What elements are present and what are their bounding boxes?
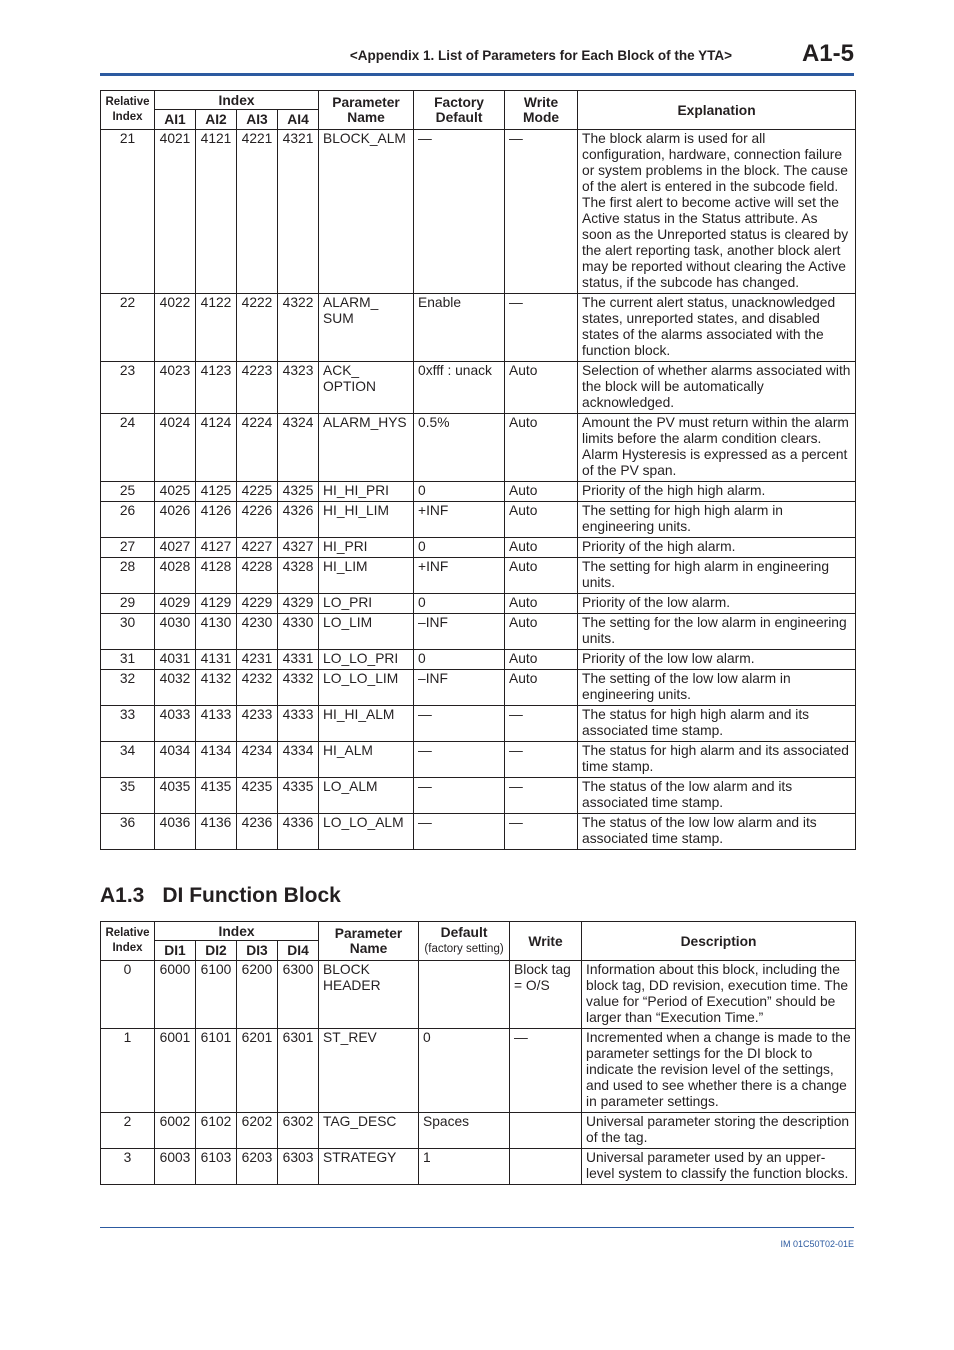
cell-index-3: 4231 [237,650,278,670]
cell-write: Auto [505,558,578,594]
cell-relative-index: 25 [101,482,155,502]
ai-parameter-table [100,90,856,850]
cell-index-2: 6101 [196,1029,237,1113]
table-row [101,614,856,650]
cell-index-3: 4225 [237,482,278,502]
cell-write: Auto [505,362,578,414]
cell-index-1: 4032 [155,670,196,706]
cell-parameter-name: HI_HI_LIM [319,502,414,538]
cell-default: 0 [414,538,505,558]
cell-parameter-name: HI_HI_ALM [319,706,414,742]
table-row [101,650,856,670]
cell-index-2: 4134 [196,742,237,778]
cell-parameter-name: HI_HI_PRI [319,482,414,502]
cell-write: — [505,130,578,294]
cell-index-4: 4333 [278,706,319,742]
cell-explanation: The block alarm is used for all configuration, hardware, connection failure or system problems in the block. The cause of the alert is entered in the subcode field. The first alert to become active will set the Active status in the Status attribute. As soon as the Unreported status is cleared by the alert reporting task, another block alert may be reported without clearing the Active status, if the subcode has changed. [578,130,856,294]
col-description: Description [582,922,856,961]
cell-parameter-name: LO_ALM [319,778,414,814]
cell-relative-index: 23 [101,362,155,414]
table-row [101,594,856,614]
document-id: IM 01C50T02-01E [780,1239,854,1249]
cell-index-3: 6200 [237,961,278,1029]
cell-default: 0 [414,594,505,614]
cell-index-1: 4022 [155,294,196,362]
cell-default: +INF [414,502,505,538]
page-number: A1-5 [801,40,854,67]
cell-index-2: 4135 [196,778,237,814]
cell-explanation: The status for high alarm and its associated time stamp. [578,742,856,778]
cell-explanation: Priority of the low alarm. [578,594,856,614]
cell-index-3: 4222 [237,294,278,362]
cell-index-4: 4332 [278,670,319,706]
cell-explanation: Amount the PV must return within the alarm limits before the alarm condition clears. Alarm Hysteresis is expressed as a percent of the PV span. [578,414,856,482]
table-row [101,414,856,482]
cell-write: — [505,778,578,814]
cell-explanation: The current alert status, unacknowledged states, unreported states, and disabled states of the alarms associated with the function block. [578,294,856,362]
cell-parameter-name: HI_PRI [319,538,414,558]
cell-default: 0.5% [414,414,505,482]
cell-relative-index: 0 [101,961,155,1029]
table-row [101,558,856,594]
cell-index-2: 4136 [196,814,237,850]
cell-parameter-name: TAG_DESC [319,1113,419,1149]
cell-default: Enable [414,294,505,362]
cell-index-4: 4329 [278,594,319,614]
cell-index-4: 4323 [278,362,319,414]
cell-explanation: Priority of the high alarm. [578,538,856,558]
cell-index-4: 4331 [278,650,319,670]
table-row [101,130,856,294]
cell-index-2: 4124 [196,414,237,482]
col-di2: DI2 [196,941,237,961]
cell-index-1: 4036 [155,814,196,850]
cell-explanation: The setting of the low low alarm in engineering units. [578,670,856,706]
col-parameter-name: Parameter Name [319,91,414,130]
col-index: Index [155,922,319,941]
cell-index-4: 4336 [278,814,319,850]
col-di1: DI1 [155,941,196,961]
cell-relative-index: 28 [101,558,155,594]
cell-write: — [505,814,578,850]
col-index: Index [155,91,319,110]
cell-default [419,961,510,1029]
col-ai3: AI3 [237,110,278,130]
cell-index-1: 6000 [155,961,196,1029]
cell-default: –INF [414,670,505,706]
cell-explanation: The status of the low low alarm and its associated time stamp. [578,814,856,850]
cell-parameter-name: ST_REV [319,1029,419,1113]
cell-index-1: 4021 [155,130,196,294]
cell-index-1: 4028 [155,558,196,594]
cell-default: — [414,814,505,850]
cell-index-2: 4133 [196,706,237,742]
cell-index-1: 4033 [155,706,196,742]
table-row [101,742,856,778]
cell-parameter-name: LO_LO_LIM [319,670,414,706]
cell-index-4: 6300 [278,961,319,1029]
cell-index-3: 4234 [237,742,278,778]
cell-relative-index: 36 [101,814,155,850]
cell-index-3: 4235 [237,778,278,814]
cell-default: 1 [419,1149,510,1185]
cell-default: 0 [419,1029,510,1113]
col-explanation: Explanation [578,91,856,130]
cell-explanation: Selection of whether alarms associated with the block will be automatically acknowledged. [578,362,856,414]
cell-index-1: 4031 [155,650,196,670]
cell-index-4: 6301 [278,1029,319,1113]
cell-index-2: 4125 [196,482,237,502]
cell-relative-index: 27 [101,538,155,558]
cell-index-1: 4030 [155,614,196,650]
cell-write: Auto [505,502,578,538]
cell-index-4: 6303 [278,1149,319,1185]
cell-index-3: 4230 [237,614,278,650]
cell-relative-index: 35 [101,778,155,814]
cell-index-1: 6002 [155,1113,196,1149]
cell-index-3: 4226 [237,502,278,538]
cell-index-4: 6302 [278,1113,319,1149]
cell-relative-index: 2 [101,1113,155,1149]
cell-parameter-name: LO_LIM [319,614,414,650]
cell-default: 0 [414,482,505,502]
cell-explanation: Universal parameter storing the description of the tag. [582,1113,856,1149]
cell-explanation: The setting for high alarm in engineering units. [578,558,856,594]
col-ai4: AI4 [278,110,319,130]
table-row [101,670,856,706]
cell-parameter-name: HI_LIM [319,558,414,594]
cell-relative-index: 21 [101,130,155,294]
cell-write: Auto [505,414,578,482]
cell-explanation: The setting for high high alarm in engineering units. [578,502,856,538]
cell-write [510,1149,582,1185]
cell-index-4: 4327 [278,538,319,558]
cell-index-3: 4227 [237,538,278,558]
cell-write: Auto [505,614,578,650]
cell-index-2: 4121 [196,130,237,294]
col-relative-index: Relative Index [101,91,155,130]
cell-write: Auto [505,482,578,502]
cell-explanation: Incremented when a change is made to the parameter settings for the DI block to indicate the revision level of the settings, and used to see whether there is a change in parameter settings. [582,1029,856,1113]
cell-parameter-name: HI_ALM [319,742,414,778]
cell-index-1: 4034 [155,742,196,778]
cell-default: — [414,706,505,742]
col-write-mode: Write Mode [505,91,578,130]
cell-index-4: 4324 [278,414,319,482]
cell-write: — [505,294,578,362]
cell-index-3: 6203 [237,1149,278,1185]
cell-write [510,1113,582,1149]
page-header-title: <Appendix 1. List of Parameters for Each Block of the YTA> [349,48,732,63]
table-row [101,294,856,362]
cell-relative-index: 34 [101,742,155,778]
cell-write: Block tag = O/S [510,961,582,1029]
cell-index-3: 4233 [237,706,278,742]
cell-index-1: 4023 [155,362,196,414]
cell-index-2: 6100 [196,961,237,1029]
cell-write: — [505,706,578,742]
cell-index-1: 6003 [155,1149,196,1185]
cell-relative-index: 33 [101,706,155,742]
cell-relative-index: 1 [101,1029,155,1113]
col-write: Write [510,922,582,961]
cell-index-3: 4223 [237,362,278,414]
cell-write: Auto [505,670,578,706]
cell-parameter-name: ALARM_ SUM [319,294,414,362]
cell-index-2: 4128 [196,558,237,594]
cell-write: — [510,1029,582,1113]
col-factory-default: Factory Default [414,91,505,130]
di-parameter-table [100,921,856,1185]
header-rule [100,73,854,76]
col-di3: DI3 [237,941,278,961]
cell-index-1: 4029 [155,594,196,614]
table-row [101,706,856,742]
cell-default: +INF [414,558,505,594]
cell-index-3: 4228 [237,558,278,594]
cell-write: — [505,742,578,778]
cell-relative-index: 22 [101,294,155,362]
cell-index-2: 4127 [196,538,237,558]
cell-index-3: 4224 [237,414,278,482]
cell-write: Auto [505,650,578,670]
cell-explanation: Information about this block, including the block tag, DD revision, execution time. The value for “Period of Execution” should be larger than “Execution Time.” [582,961,856,1029]
cell-index-4: 4326 [278,502,319,538]
cell-index-2: 4130 [196,614,237,650]
cell-parameter-name: LO_LO_PRI [319,650,414,670]
cell-index-3: 4236 [237,814,278,850]
cell-relative-index: 24 [101,414,155,482]
cell-index-2: 4126 [196,502,237,538]
cell-explanation: Priority of the high high alarm. [578,482,856,502]
cell-index-1: 4024 [155,414,196,482]
cell-parameter-name: STRATEGY [319,1149,419,1185]
cell-default: — [414,130,505,294]
cell-default: — [414,742,505,778]
cell-index-4: 4334 [278,742,319,778]
cell-index-1: 6001 [155,1029,196,1113]
cell-parameter-name: ALARM_HYS [319,414,414,482]
col-ai2: AI2 [196,110,237,130]
cell-default: 0 [414,650,505,670]
table-row [101,482,856,502]
cell-index-4: 4322 [278,294,319,362]
cell-default: –INF [414,614,505,650]
cell-index-2: 4123 [196,362,237,414]
cell-index-1: 4026 [155,502,196,538]
col-default: Default (factory setting) [419,922,510,961]
cell-index-4: 4335 [278,778,319,814]
cell-explanation: The setting for the low alarm in engineering units. [578,614,856,650]
table-row [101,961,856,1029]
cell-parameter-name: BLOCK_ALM [319,130,414,294]
cell-default: — [414,778,505,814]
col-di4: DI4 [278,941,319,961]
table-row [101,814,856,850]
cell-relative-index: 26 [101,502,155,538]
cell-explanation: The status for high high alarm and its associated time stamp. [578,706,856,742]
cell-relative-index: 29 [101,594,155,614]
table-row [101,538,856,558]
cell-relative-index: 3 [101,1149,155,1185]
cell-index-3: 6202 [237,1113,278,1149]
cell-index-3: 4229 [237,594,278,614]
cell-index-2: 4132 [196,670,237,706]
cell-index-3: 6201 [237,1029,278,1113]
footer-rule [100,1227,854,1228]
cell-write: Auto [505,538,578,558]
cell-parameter-name: BLOCK HEADER [319,961,419,1029]
cell-index-4: 4328 [278,558,319,594]
cell-index-4: 4325 [278,482,319,502]
section-heading: A1.3 DI Function Block [100,884,341,907]
table-row [101,1113,856,1149]
cell-index-2: 6103 [196,1149,237,1185]
table-row [101,1149,856,1185]
cell-relative-index: 32 [101,670,155,706]
cell-relative-index: 31 [101,650,155,670]
cell-index-3: 4232 [237,670,278,706]
table-row [101,778,856,814]
cell-index-2: 6102 [196,1113,237,1149]
cell-index-2: 4131 [196,650,237,670]
cell-default: Spaces [419,1113,510,1149]
cell-index-2: 4122 [196,294,237,362]
cell-index-1: 4035 [155,778,196,814]
cell-explanation: Universal parameter used by an upper-level system to classify the function blocks. [582,1149,856,1185]
cell-parameter-name: LO_LO_ALM [319,814,414,850]
cell-write: Auto [505,594,578,614]
cell-parameter-name: LO_PRI [319,594,414,614]
cell-explanation: Priority of the low low alarm. [578,650,856,670]
cell-explanation: The status of the low alarm and its associated time stamp. [578,778,856,814]
col-parameter-name: Parameter Name [319,922,419,961]
col-relative-index: Relative Index [101,922,155,961]
cell-index-2: 4129 [196,594,237,614]
cell-default: 0xfff : unack [414,362,505,414]
cell-parameter-name: ACK_ OPTION [319,362,414,414]
table-row [101,362,856,414]
cell-index-1: 4027 [155,538,196,558]
cell-index-4: 4330 [278,614,319,650]
table-row [101,1029,856,1113]
col-ai1: AI1 [155,110,196,130]
table-row [101,502,856,538]
cell-index-4: 4321 [278,130,319,294]
cell-index-1: 4025 [155,482,196,502]
cell-index-3: 4221 [237,130,278,294]
cell-relative-index: 30 [101,614,155,650]
